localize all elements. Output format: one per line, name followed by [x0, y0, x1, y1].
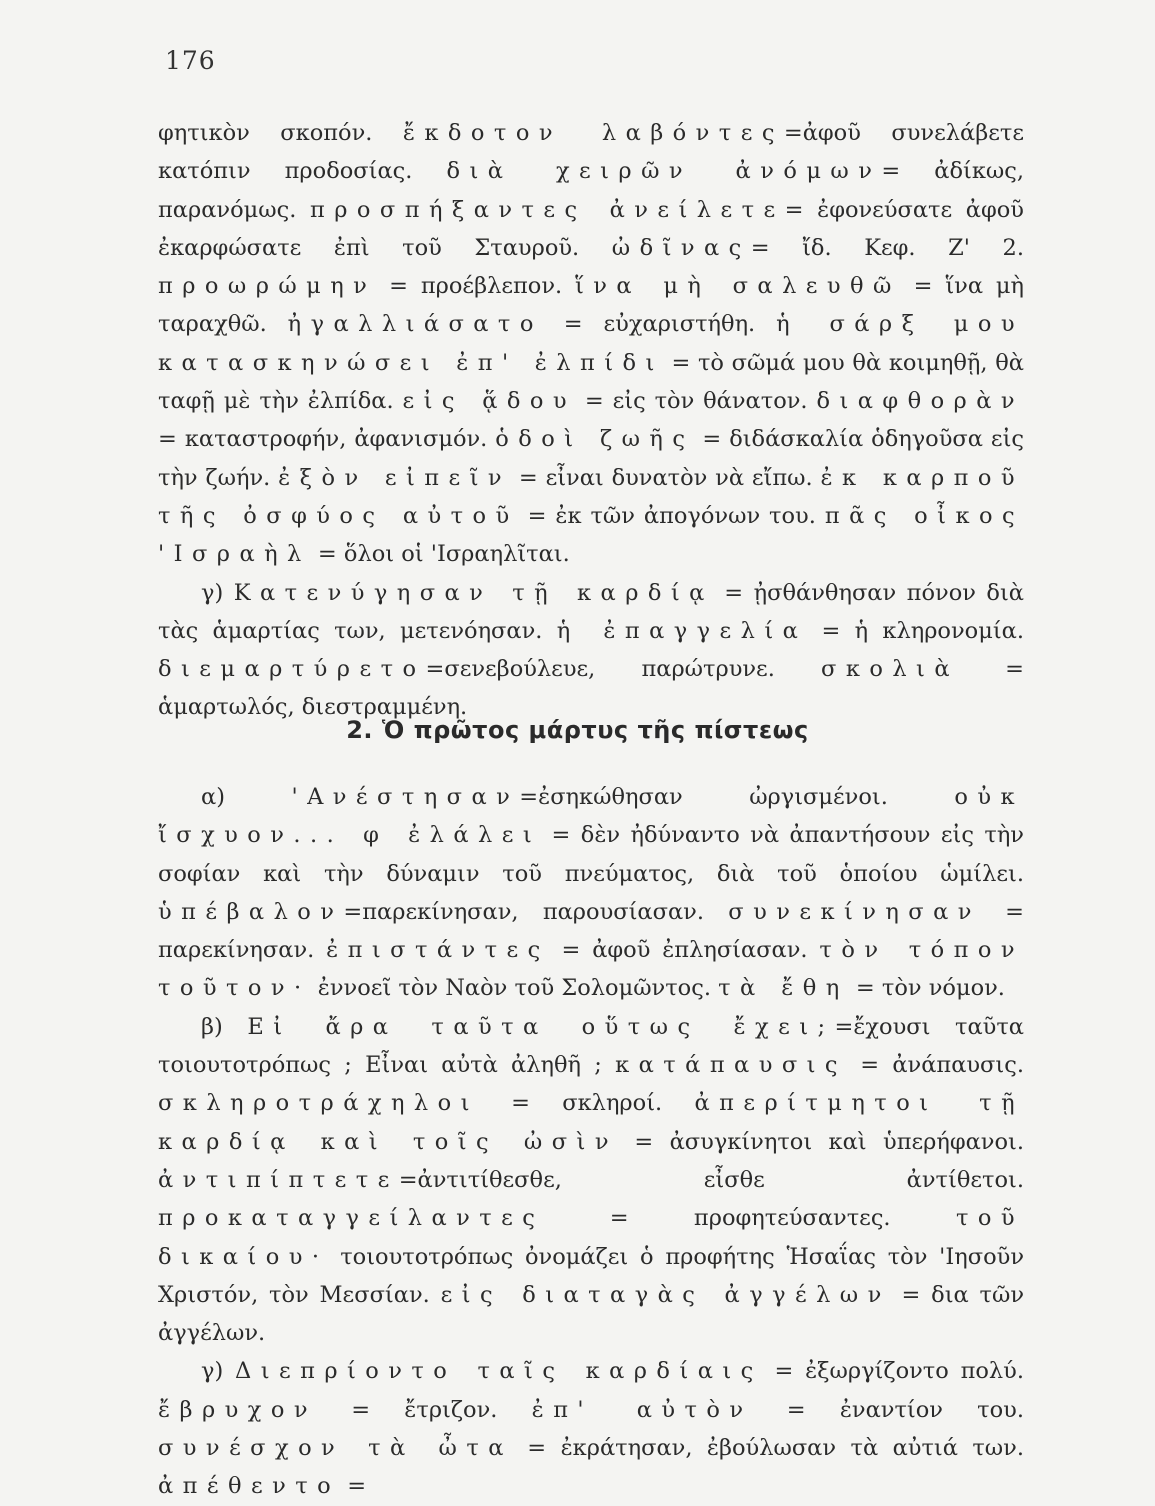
paragraph-gamma: [158, 574, 1024, 727]
spaced-term: συνεκίνησαν: [728, 898, 981, 925]
paragraph-label: γ): [201, 1358, 235, 1385]
spaced-term: τοῦ δικαίου·: [158, 1205, 1024, 1270]
spaced-term: ἐξὸν εἰπεῖν: [278, 464, 512, 491]
spaced-term: ἀπερίτμητοι τῇ καρδίᾳ καὶ τοῖς ὠσὶν: [158, 1090, 1025, 1155]
spaced-term: κατάπαυσις: [615, 1052, 847, 1079]
text-run: = ἐφονεύσατε ἀφοῦ ἐκαρφώσατε ἐπὶ τοῦ Σταυροῦ.: [158, 196, 1024, 261]
text-run: = δὲν ἠδύναντο νὰ ἀπαντήσουν εἰς τὴν σοφίαν καὶ τὴν δύναμιν τοῦ πνεύματος, διὰ τοῦ ὁποίου ὡμίλει.: [158, 822, 1024, 887]
page-number: 176: [165, 46, 216, 75]
text-run: = ἁμαρτωλός, διεστραμμένη.: [158, 656, 1024, 721]
spaced-term: ἐπιστάντες: [326, 937, 550, 964]
glossary-block-section-2: [158, 778, 1024, 1506]
spaced-term: διαφθορὰν: [816, 388, 1025, 415]
text-run: = προέβλεπον.: [376, 273, 575, 300]
text-run: = διδάσκαλία ὁδηγοῦσα εἰς τὴν ζωήν.: [158, 426, 1024, 491]
text-run: =: [340, 1473, 367, 1500]
text-run: = ἀνάπαυσις.: [846, 1052, 1024, 1079]
text-run: =παρεκίνησαν, παρουσίασαν.: [343, 898, 729, 925]
spaced-term: διεμαρτύρετο: [158, 656, 426, 683]
paragraph-label: β): [201, 1013, 248, 1040]
spaced-term: ἀπέθεντο: [158, 1473, 341, 1500]
text-run: = ἀφοῦ ἐπλησίασαν.: [549, 937, 820, 964]
text-run: = δια τῶν ἀγγέλων.: [158, 1281, 1025, 1347]
spaced-term: Κατενύγησαν τῇ καρδίᾳ: [233, 579, 714, 606]
section-title: 2. Ὁ πρῶτος μάρτυς τῆς πίστεως: [346, 716, 809, 744]
paragraph-label: α): [201, 784, 292, 810]
spaced-term: σκολιὰ: [821, 656, 959, 683]
spaced-term: ἀντιπίπτετε: [158, 1166, 399, 1193]
text-run: = ἐκράτησαν, ἐβούλωσαν τὰ αὐτιά των.: [512, 1435, 1024, 1462]
text-run: = ὅλοι οἱ 'Ισραηλῖται.: [310, 541, 570, 568]
text-run: =σενεβούλευε, παρώτρυνε.: [425, 656, 822, 683]
spaced-term: ὁδοὶ ζωῆς: [495, 426, 695, 453]
text-run: φητικὸν σκοπόν.: [158, 120, 403, 146]
text-run: = τὸν νόμον.: [848, 975, 1005, 1002]
text-run: = ἵνα μὴ ταραχθῶ.: [158, 273, 1024, 338]
text-run: = εἶναι δυνατὸν νὰ εἴπω.: [511, 464, 821, 491]
text-run: = ἐναντίον του.: [752, 1396, 1025, 1423]
text-run: = ἔτριζον.: [317, 1396, 532, 1423]
spaced-term: προκαταγγείλαντες: [158, 1205, 545, 1232]
spaced-term: ἡ ἐπαγγελία: [556, 617, 808, 644]
text-run: = ἴδ. Κεφ. Ζ' 2.: [750, 234, 1024, 261]
spaced-term: τὰ ἔθη: [718, 975, 849, 1002]
text-run: = σκληροί.: [478, 1090, 695, 1117]
text-run: =ἔχουσι ταῦτα τοιουτοτρόπως ; Εἶναι αὐτὰ ἀληθῆ ;: [158, 1013, 1024, 1079]
spaced-term: ἠγαλλιάσατο: [287, 311, 543, 338]
text-run: = εἰς τὸν θάνατον.: [576, 388, 817, 415]
spaced-term: εἰς ᾅδου: [402, 388, 577, 415]
text-run: =ἐσηκώθησαν ὠργισμένοι.: [519, 784, 955, 810]
spaced-term: τὸν τόπον τοῦτον·: [158, 937, 1024, 1002]
paragraph-continued: [158, 114, 1024, 574]
text-run: = ἡ κληρονομία.: [807, 617, 1024, 644]
spaced-term: οὐκ ἴσχυον... φ ἐλάλει: [158, 784, 1025, 849]
text-run: = ἀδίκως, παρανόμως.: [158, 158, 1024, 223]
spaced-term: προωρώμην: [158, 273, 377, 300]
spaced-term: συνέσχον τὰ ὦτα: [158, 1435, 513, 1462]
text-run: = καταστροφήν, ἀφανισμόν.: [158, 426, 496, 453]
spaced-term: εἰς διαταγὰς ἀγγέλων: [440, 1281, 891, 1308]
text-run: = εὐχαριστήθη.: [542, 311, 777, 338]
spaced-term: Εἰ ἄρα ταῦτα οὕτως ἔχει;: [247, 1013, 835, 1040]
text-run: = προφητεύσαντες.: [544, 1205, 956, 1232]
text-run: =ἀντιτίθεσθε, εἶσθε ἀντίθετοι.: [398, 1166, 1024, 1193]
spaced-term: ἵνα μὴ σαλευθῶ: [575, 273, 901, 300]
paragraph-beta: [158, 1008, 1024, 1353]
text-run: = ἐξωργίζοντο πολύ.: [762, 1358, 1024, 1385]
text-run: = ᾐσθάνθησαν πόνον διὰ τὰς ἁμαρτίας των, μετενόησαν.: [158, 579, 1024, 644]
glossary-block-continued: [158, 114, 1024, 727]
text-run: ἐννοεῖ τὸν Ναὸν τοῦ Σολομῶντος.: [310, 975, 719, 1002]
spaced-term: ὠδῖνας: [611, 234, 751, 261]
paragraph-label: γ): [201, 579, 234, 606]
spaced-term: ἔβρυχον: [158, 1396, 317, 1423]
text-run: = τὸ σῶμά μου θὰ κοιμηθῇ, θὰ ταφῇ μὲ τὴν ἐλπίδα.: [158, 349, 1024, 415]
text-run: τοιουτοτρόπως ὀνομάζει ὁ προφήτης Ἡσαΐας τὸν 'Ιησοῦν Χριστόν, τὸν Μεσσίαν.: [158, 1243, 1024, 1308]
spaced-term: Διεπρίοντο ταῖς καρδίαις: [235, 1358, 763, 1385]
spaced-term: διὰ χειρῶν ἀνόμων: [446, 158, 882, 185]
paragraph-gamma-2: [158, 1352, 1024, 1505]
text-run: = παρεκίνησαν.: [158, 898, 1024, 964]
spaced-term: ἐπ' αὐτὸν: [531, 1396, 753, 1423]
spaced-term: ἔκδοτον λαβόντες: [402, 120, 784, 146]
text-run: = ἀσυγκίνητοι καὶ ὑπερήφανοι.: [617, 1128, 1024, 1155]
spaced-term: σκληροτράχηλοι: [158, 1090, 479, 1117]
spaced-term: ἡ σάρξ μου κατασκηνώσει ἐπ' ἐλπίδι: [158, 311, 1024, 376]
text-run: = ἐκ τῶν ἀπογόνων του.: [518, 502, 825, 529]
spaced-term: πᾶς οἶκος 'Ισραὴλ: [158, 502, 1024, 568]
spaced-term: 'Ανέστησαν: [291, 784, 520, 810]
spaced-term: ὑπέβαλον: [158, 898, 344, 925]
text-run: =ἀφοῦ συνελάβετε κατόπιν προδοσίας.: [158, 120, 1024, 185]
spaced-term: προσπήξαντες ἀνείλετε: [310, 196, 785, 223]
spaced-term: ἐκ καρποῦ τῆς ὀσφύος αὐτοῦ: [158, 464, 1025, 529]
paragraph-alpha: [158, 778, 1024, 1008]
